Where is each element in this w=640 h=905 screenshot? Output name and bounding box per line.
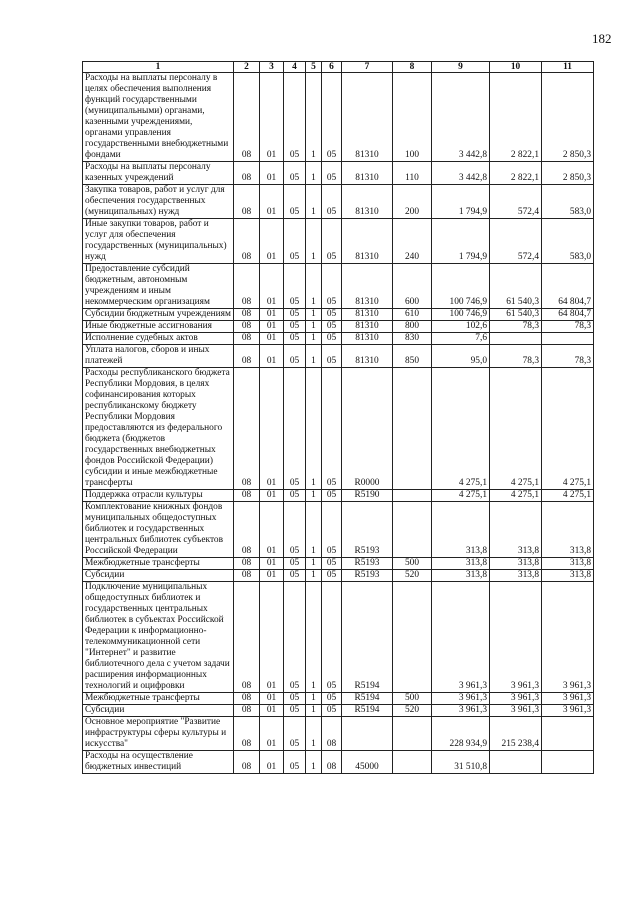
code-subsection: 01 <box>260 582 284 693</box>
col-header: 1 <box>83 62 234 73</box>
code-measure: 05 <box>322 368 342 490</box>
code-program: 05 <box>284 333 306 345</box>
code-subsection: 01 <box>260 309 284 321</box>
row-name: Уплата налогов, сборов и иных платежей <box>83 345 234 368</box>
code-expense-type: 200 <box>393 185 432 219</box>
code-expense-type: 830 <box>393 333 432 345</box>
code-section: 08 <box>234 717 260 751</box>
amount-col9: 3 442,8 <box>432 162 490 185</box>
amount-col9: 3 961,3 <box>432 705 490 717</box>
code-direction: 81310 <box>342 162 393 185</box>
code-section: 08 <box>234 345 260 368</box>
code-subprogram: 1 <box>306 333 322 345</box>
table-row <box>83 321 594 333</box>
code-program: 05 <box>284 219 306 264</box>
amount-col10: 572,4 <box>490 185 542 219</box>
code-subprogram: 1 <box>306 185 322 219</box>
table-row <box>83 368 594 490</box>
row-name: Расходы на выплаты персоналу казенных учреждений <box>83 162 234 185</box>
code-subsection: 01 <box>260 345 284 368</box>
code-subsection: 01 <box>260 717 284 751</box>
code-program: 05 <box>284 73 306 162</box>
code-expense-type: 610 <box>393 309 432 321</box>
amount-col9: 3 961,3 <box>432 693 490 705</box>
amount-col11: 583,0 <box>542 185 594 219</box>
code-subprogram: 1 <box>306 162 322 185</box>
amount-col11 <box>542 333 594 345</box>
row-name: Межбюджетные трансферты <box>83 693 234 705</box>
table-row <box>83 73 594 162</box>
code-subsection: 01 <box>260 73 284 162</box>
code-direction: R0000 <box>342 368 393 490</box>
amount-col11: 64 804,7 <box>542 264 594 309</box>
amount-col10: 4 275,1 <box>490 368 542 490</box>
code-direction: 81310 <box>342 345 393 368</box>
amount-col10: 313,8 <box>490 502 542 558</box>
amount-col11: 2 850,3 <box>542 162 594 185</box>
code-measure: 05 <box>322 345 342 368</box>
code-direction: 81310 <box>342 309 393 321</box>
code-program: 05 <box>284 345 306 368</box>
amount-col10: 61 540,3 <box>490 264 542 309</box>
code-subsection: 01 <box>260 321 284 333</box>
table-row <box>83 558 594 570</box>
code-subsection: 01 <box>260 368 284 490</box>
code-direction: R5193 <box>342 570 393 582</box>
code-subsection: 01 <box>260 558 284 570</box>
code-expense-type: 500 <box>393 693 432 705</box>
amount-col11: 313,8 <box>542 558 594 570</box>
amount-col10: 572,4 <box>490 219 542 264</box>
page-number: 182 <box>592 31 612 46</box>
amount-col11: 3 961,3 <box>542 693 594 705</box>
amount-col9: 228 934,9 <box>432 717 490 751</box>
code-section: 08 <box>234 490 260 502</box>
amount-col9: 313,8 <box>432 570 490 582</box>
amount-col9: 4 275,1 <box>432 368 490 490</box>
code-measure: 05 <box>322 321 342 333</box>
code-expense-type: 500 <box>393 558 432 570</box>
code-subprogram: 1 <box>306 717 322 751</box>
code-subsection: 01 <box>260 751 284 774</box>
amount-col9: 7,6 <box>432 333 490 345</box>
table-row <box>83 162 594 185</box>
code-section: 08 <box>234 264 260 309</box>
code-program: 05 <box>284 570 306 582</box>
amount-col11: 3 961,3 <box>542 705 594 717</box>
code-program: 05 <box>284 717 306 751</box>
row-name: Субсидии <box>83 705 234 717</box>
code-direction: R5194 <box>342 693 393 705</box>
table-row <box>83 264 594 309</box>
table-row <box>83 570 594 582</box>
amount-col11: 313,8 <box>542 570 594 582</box>
row-name: Расходы на осуществление бюджетных инвестиций <box>83 751 234 774</box>
amount-col10: 78,3 <box>490 345 542 368</box>
code-expense-type <box>393 490 432 502</box>
amount-col11: 2 850,3 <box>542 73 594 162</box>
amount-col10: 61 540,3 <box>490 309 542 321</box>
col-header: 8 <box>393 62 432 73</box>
code-program: 05 <box>284 751 306 774</box>
code-expense-type: 240 <box>393 219 432 264</box>
row-name: Межбюджетные трансферты <box>83 558 234 570</box>
budget-table <box>82 61 594 774</box>
code-section: 08 <box>234 309 260 321</box>
code-section: 08 <box>234 558 260 570</box>
code-program: 05 <box>284 502 306 558</box>
row-name: Исполнение судебных актов <box>83 333 234 345</box>
row-name: Субсидии бюджетным учреждениям <box>83 309 234 321</box>
code-section: 08 <box>234 570 260 582</box>
code-measure: 05 <box>322 558 342 570</box>
code-expense-type: 850 <box>393 345 432 368</box>
row-name: Поддержка отрасли культуры <box>83 490 234 502</box>
code-expense-type <box>393 582 432 693</box>
code-measure: 08 <box>322 717 342 751</box>
code-subsection: 01 <box>260 185 284 219</box>
code-measure: 05 <box>322 185 342 219</box>
table-row <box>83 705 594 717</box>
col-header: 4 <box>284 62 306 73</box>
code-section: 08 <box>234 502 260 558</box>
code-subsection: 01 <box>260 490 284 502</box>
code-expense-type: 520 <box>393 570 432 582</box>
amount-col10: 215 238,4 <box>490 717 542 751</box>
code-subsection: 01 <box>260 502 284 558</box>
code-subprogram: 1 <box>306 570 322 582</box>
code-direction: R5193 <box>342 502 393 558</box>
amount-col10: 2 822,1 <box>490 73 542 162</box>
code-direction <box>342 717 393 751</box>
code-expense-type: 110 <box>393 162 432 185</box>
code-measure: 05 <box>322 705 342 717</box>
code-subprogram: 1 <box>306 368 322 490</box>
table-row <box>83 309 594 321</box>
code-section: 08 <box>234 162 260 185</box>
row-name: Расходы республиканского бюджета Республики Мордовия, в целях софинансирования которых республиканскому бюджету Республики Мордовия предоставляются из федерального бюджета (бюджетов государственных внебюджетных фондов Российской Федерации) субсидии и иные межбюджетные трансферты <box>83 368 234 490</box>
code-section: 08 <box>234 693 260 705</box>
code-section: 08 <box>234 185 260 219</box>
code-direction: 81310 <box>342 264 393 309</box>
amount-col9: 313,8 <box>432 502 490 558</box>
table-row <box>83 502 594 558</box>
amount-col11: 64 804,7 <box>542 309 594 321</box>
code-program: 05 <box>284 185 306 219</box>
code-subprogram: 1 <box>306 264 322 309</box>
code-measure: 05 <box>322 333 342 345</box>
amount-col9: 1 794,9 <box>432 219 490 264</box>
amount-col10 <box>490 751 542 774</box>
amount-col10: 4 275,1 <box>490 490 542 502</box>
amount-col9: 1 794,9 <box>432 185 490 219</box>
code-measure: 05 <box>322 570 342 582</box>
amount-col9: 3 961,3 <box>432 582 490 693</box>
row-name: Подключение муниципальных общедоступных библиотек и государственных центральных библиотек в субъектах Российской Федерации к информационно-телекоммуникационной сети "Интернет" и развитие библиотечного дела с учетом задачи расширения информационных технологий и оцифровки <box>83 582 234 693</box>
amount-col11: 4 275,1 <box>542 490 594 502</box>
code-subprogram: 1 <box>306 502 322 558</box>
col-header: 9 <box>432 62 490 73</box>
amount-col10: 2 822,1 <box>490 162 542 185</box>
amount-col11 <box>542 717 594 751</box>
row-name: Иные закупки товаров, работ и услуг для обеспечения государственных (муниципальных) нужд <box>83 219 234 264</box>
header-row <box>83 62 594 73</box>
code-measure: 05 <box>322 490 342 502</box>
code-expense-type: 520 <box>393 705 432 717</box>
code-program: 05 <box>284 582 306 693</box>
table-row <box>83 219 594 264</box>
table-row <box>83 717 594 751</box>
code-section: 08 <box>234 705 260 717</box>
col-header: 6 <box>322 62 342 73</box>
code-subprogram: 1 <box>306 558 322 570</box>
code-program: 05 <box>284 309 306 321</box>
code-subsection: 01 <box>260 264 284 309</box>
code-direction: 81310 <box>342 321 393 333</box>
row-name: Основное мероприятие "Развитие инфраструктуры сферы культуры и искусства" <box>83 717 234 751</box>
code-subsection: 01 <box>260 333 284 345</box>
col-header: 11 <box>542 62 594 73</box>
amount-col10: 313,8 <box>490 558 542 570</box>
code-expense-type: 100 <box>393 73 432 162</box>
code-direction: 81310 <box>342 219 393 264</box>
amount-col11: 4 275,1 <box>542 368 594 490</box>
code-program: 05 <box>284 162 306 185</box>
code-subprogram: 1 <box>306 73 322 162</box>
table-row <box>83 693 594 705</box>
code-subsection: 01 <box>260 219 284 264</box>
code-direction: R5193 <box>342 558 393 570</box>
col-header: 2 <box>234 62 260 73</box>
amount-col9: 3 442,8 <box>432 73 490 162</box>
code-subprogram: 1 <box>306 751 322 774</box>
code-direction: R5194 <box>342 582 393 693</box>
code-program: 05 <box>284 264 306 309</box>
code-direction: R5190 <box>342 490 393 502</box>
code-section: 08 <box>234 321 260 333</box>
code-program: 05 <box>284 321 306 333</box>
code-measure: 05 <box>322 162 342 185</box>
code-subprogram: 1 <box>306 693 322 705</box>
amount-col10: 313,8 <box>490 570 542 582</box>
code-subprogram: 1 <box>306 582 322 693</box>
amount-col10: 3 961,3 <box>490 693 542 705</box>
row-name: Субсидии <box>83 570 234 582</box>
amount-col10: 3 961,3 <box>490 705 542 717</box>
code-measure: 05 <box>322 693 342 705</box>
amount-col10: 3 961,3 <box>490 582 542 693</box>
code-section: 08 <box>234 582 260 693</box>
code-subprogram: 1 <box>306 309 322 321</box>
row-name: Комплектование книжных фондов муниципальных общедоступных библиотек и государственных центральных библиотек субъектов Российской Федерации <box>83 502 234 558</box>
code-direction: R5194 <box>342 705 393 717</box>
code-measure: 05 <box>322 219 342 264</box>
amount-col9: 102,6 <box>432 321 490 333</box>
amount-col9: 100 746,9 <box>432 264 490 309</box>
code-subsection: 01 <box>260 570 284 582</box>
table-row <box>83 490 594 502</box>
row-name: Иные бюджетные ассигнования <box>83 321 234 333</box>
amount-col11: 78,3 <box>542 321 594 333</box>
code-measure: 05 <box>322 582 342 693</box>
col-header: 5 <box>306 62 322 73</box>
code-subsection: 01 <box>260 693 284 705</box>
code-program: 05 <box>284 558 306 570</box>
code-section: 08 <box>234 73 260 162</box>
code-subprogram: 1 <box>306 321 322 333</box>
code-expense-type: 600 <box>393 264 432 309</box>
code-section: 08 <box>234 368 260 490</box>
amount-col10: 78,3 <box>490 321 542 333</box>
code-measure: 08 <box>322 751 342 774</box>
code-section: 08 <box>234 219 260 264</box>
code-direction: 45000 <box>342 751 393 774</box>
row-name: Расходы на выплаты персоналу в целях обеспечения выполнения функций государственными (муниципальными) органами, казенными учреждениями, органами управления государственными внебюджетными фондами <box>83 73 234 162</box>
amount-col11: 78,3 <box>542 345 594 368</box>
code-measure: 05 <box>322 309 342 321</box>
code-program: 05 <box>284 693 306 705</box>
code-expense-type <box>393 751 432 774</box>
code-direction: 81310 <box>342 185 393 219</box>
code-subsection: 01 <box>260 162 284 185</box>
code-program: 05 <box>284 705 306 717</box>
row-name: Предоставление субсидий бюджетным, автономным учреждениям и иным некоммерческим организациям <box>83 264 234 309</box>
amount-col11 <box>542 751 594 774</box>
row-name: Закупка товаров, работ и услуг для обеспечения государственных (муниципальных) нужд <box>83 185 234 219</box>
amount-col11: 313,8 <box>542 502 594 558</box>
code-subsection: 01 <box>260 705 284 717</box>
table-row <box>83 333 594 345</box>
col-header: 10 <box>490 62 542 73</box>
amount-col9: 100 746,9 <box>432 309 490 321</box>
code-measure: 05 <box>322 264 342 309</box>
code-measure: 05 <box>322 73 342 162</box>
amount-col11: 583,0 <box>542 219 594 264</box>
code-direction: 81310 <box>342 73 393 162</box>
code-program: 05 <box>284 490 306 502</box>
amount-col10 <box>490 333 542 345</box>
code-section: 08 <box>234 751 260 774</box>
table-row <box>83 185 594 219</box>
amount-col9: 313,8 <box>432 558 490 570</box>
amount-col9: 31 510,8 <box>432 751 490 774</box>
code-expense-type: 800 <box>393 321 432 333</box>
table-row <box>83 582 594 693</box>
amount-col9: 95,0 <box>432 345 490 368</box>
col-header: 7 <box>342 62 393 73</box>
col-header: 3 <box>260 62 284 73</box>
code-section: 08 <box>234 333 260 345</box>
amount-col11: 3 961,3 <box>542 582 594 693</box>
code-expense-type <box>393 502 432 558</box>
code-program: 05 <box>284 368 306 490</box>
code-expense-type <box>393 717 432 751</box>
code-subprogram: 1 <box>306 219 322 264</box>
code-subprogram: 1 <box>306 490 322 502</box>
amount-col9: 4 275,1 <box>432 490 490 502</box>
code-measure: 05 <box>322 502 342 558</box>
code-direction: 81310 <box>342 333 393 345</box>
code-subprogram: 1 <box>306 705 322 717</box>
table-row <box>83 751 594 774</box>
table-row <box>83 345 594 368</box>
code-expense-type <box>393 368 432 490</box>
code-subprogram: 1 <box>306 345 322 368</box>
